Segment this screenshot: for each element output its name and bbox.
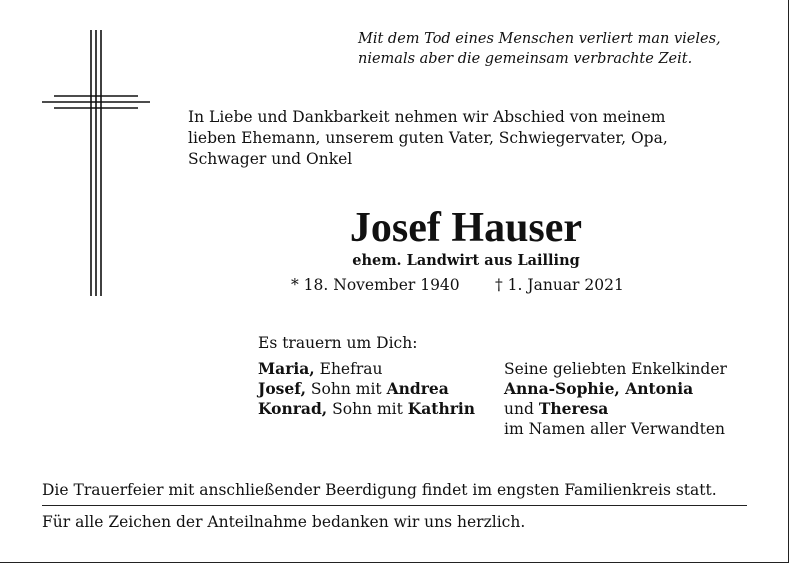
mourner-relation: Sohn mit xyxy=(327,400,408,418)
mourner-entry xyxy=(258,359,475,379)
funeral-notice: Die Trauerfeier mit anschließender Beerdigung findet im engsten Familienkreis statt. xyxy=(42,481,717,499)
quote-line: Mit dem Tod eines Menschen verliert man vieles, xyxy=(358,31,721,47)
deceased-occupation: ehem. Landwirt aus Lailling xyxy=(352,252,580,269)
quote-line: niemals aber die gemeinsam verbrachte Zeit. xyxy=(358,51,693,67)
memorial-quote xyxy=(358,29,758,69)
mourner-entry xyxy=(258,399,475,419)
mourner-relation: Sohn mit xyxy=(305,380,387,398)
cross-icon xyxy=(40,30,152,298)
mourner-name: Konrad, xyxy=(258,399,328,418)
relatives-note: im Namen aller Verwandten xyxy=(504,420,725,438)
mourner-name: Josef, xyxy=(258,379,306,398)
farewell-line: In Liebe und Dankbarkeit nehmen wir Abschied von meinem xyxy=(188,108,666,126)
death-date: † 1. Januar 2021 xyxy=(495,276,624,294)
mourner-partner: Andrea xyxy=(386,379,449,398)
mourner-name: Maria, xyxy=(258,359,315,378)
mourner-relation: Ehefrau xyxy=(314,360,383,378)
grandchildren-names-text: Anna-Sophie, Antonia xyxy=(504,379,694,398)
thanks-note: Für alle Zeichen der Anteilnahme bedanken wir uns herzlich. xyxy=(42,513,526,531)
grandchild-name: Theresa xyxy=(538,399,609,418)
mourners-label: Es trauern um Dich: xyxy=(258,334,418,352)
mourners-family xyxy=(258,359,475,419)
farewell-text xyxy=(188,107,746,170)
farewell-line: Schwager und Onkel xyxy=(188,150,353,168)
divider xyxy=(42,505,747,506)
conjunction: und xyxy=(504,400,539,418)
mourner-entry xyxy=(258,379,475,399)
birth-date: * 18. November 1940 xyxy=(291,276,460,294)
grandchildren-names xyxy=(504,399,727,419)
mourners-grandchildren xyxy=(504,359,727,439)
farewell-line: lieben Ehemann, unserem guten Vater, Schwiegervater, Opa, xyxy=(188,129,668,147)
grandchildren-heading: Seine geliebten Enkelkinder xyxy=(504,360,727,378)
deceased-name: Josef Hauser xyxy=(349,205,583,251)
grandchildren-names xyxy=(504,379,727,399)
mourner-partner: Kathrin xyxy=(407,399,476,418)
